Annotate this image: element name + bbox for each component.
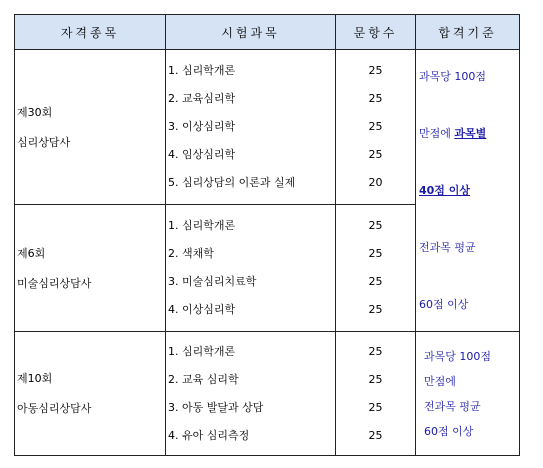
group-row-child [15, 332, 520, 456]
criteria-line [419, 126, 519, 141]
criteria-text: 만점에 [419, 127, 455, 140]
criteria-line: 전과목 평균 [419, 241, 476, 254]
subject-item: 4. 임상심리학 [168, 148, 236, 161]
subject-item: 3. 미술심리치료학 [168, 275, 257, 288]
qualification-round: 제6회 [17, 246, 46, 260]
criteria-line: 과목당 100점 [424, 349, 491, 363]
subject-item: 1. 심리학개론 [168, 64, 236, 77]
question-count: 20 [368, 176, 383, 189]
qualification-name: 심리상담사 [17, 135, 71, 149]
qualification-cell [15, 50, 166, 205]
subject-item: 2. 색채학 [168, 247, 214, 260]
qualification-round: 제30회 [17, 105, 53, 119]
header-row [15, 15, 520, 50]
exam-table-container [14, 14, 519, 455]
group-row-counseling [15, 50, 520, 205]
subjects-cell [166, 50, 336, 205]
criteria-line: 60점 이상 [424, 424, 474, 438]
criteria-shared-cell [416, 50, 520, 332]
qualification-cell [15, 205, 166, 332]
criteria-line: 40점 이상 [419, 184, 471, 197]
subject-item: 3. 이상심리학 [168, 120, 236, 133]
criteria-line: 만점에 [424, 374, 456, 388]
subject-item: 1. 심리학개론 [168, 344, 236, 358]
exam-table [14, 14, 520, 456]
header-questions: 문항수 [336, 15, 416, 50]
questions-cell [336, 332, 416, 456]
question-count: 25 [368, 219, 383, 232]
subjects-cell [166, 205, 336, 332]
question-count: 25 [368, 372, 383, 386]
question-count: 25 [368, 428, 383, 442]
header-subjects: 시험과목 [166, 15, 336, 50]
subject-item: 3. 아동 발달과 상담 [168, 400, 264, 414]
questions-cell [336, 50, 416, 205]
question-count: 25 [368, 247, 383, 260]
criteria-line: 과목당 100점 [419, 70, 486, 83]
subject-item: 2. 교육심리학 [168, 92, 236, 105]
question-count: 25 [368, 64, 383, 77]
question-count: 25 [368, 400, 383, 414]
question-count: 25 [368, 303, 383, 316]
question-count: 25 [368, 344, 383, 358]
question-count: 25 [368, 92, 383, 105]
subject-item: 1. 심리학개론 [168, 219, 236, 232]
question-count: 25 [368, 275, 383, 288]
criteria-line: 전과목 평균 [424, 399, 481, 413]
criteria-emphasis: 과목별 [454, 127, 487, 140]
question-count: 25 [368, 120, 383, 133]
subjects-cell [166, 332, 336, 456]
subject-item: 4. 이상심리학 [168, 303, 236, 316]
question-count: 25 [368, 148, 383, 161]
header-qualification: 자격종목 [15, 15, 166, 50]
qualification-name: 아동심리상담사 [17, 402, 92, 415]
questions-cell [336, 205, 416, 332]
subject-item: 5. 심리상담의 이론과 실제 [168, 176, 296, 189]
subject-item: 2. 교육 심리학 [168, 372, 239, 386]
subject-item: 4. 유아 심리측정 [168, 428, 250, 442]
criteria-child-cell [416, 332, 520, 456]
header-criteria: 합격기준 [416, 15, 520, 50]
qualification-name: 미술심리상담사 [17, 276, 92, 290]
criteria-line: 60점 이상 [419, 298, 469, 311]
qualification-round: 제10회 [17, 372, 53, 385]
qualification-cell [15, 332, 166, 456]
